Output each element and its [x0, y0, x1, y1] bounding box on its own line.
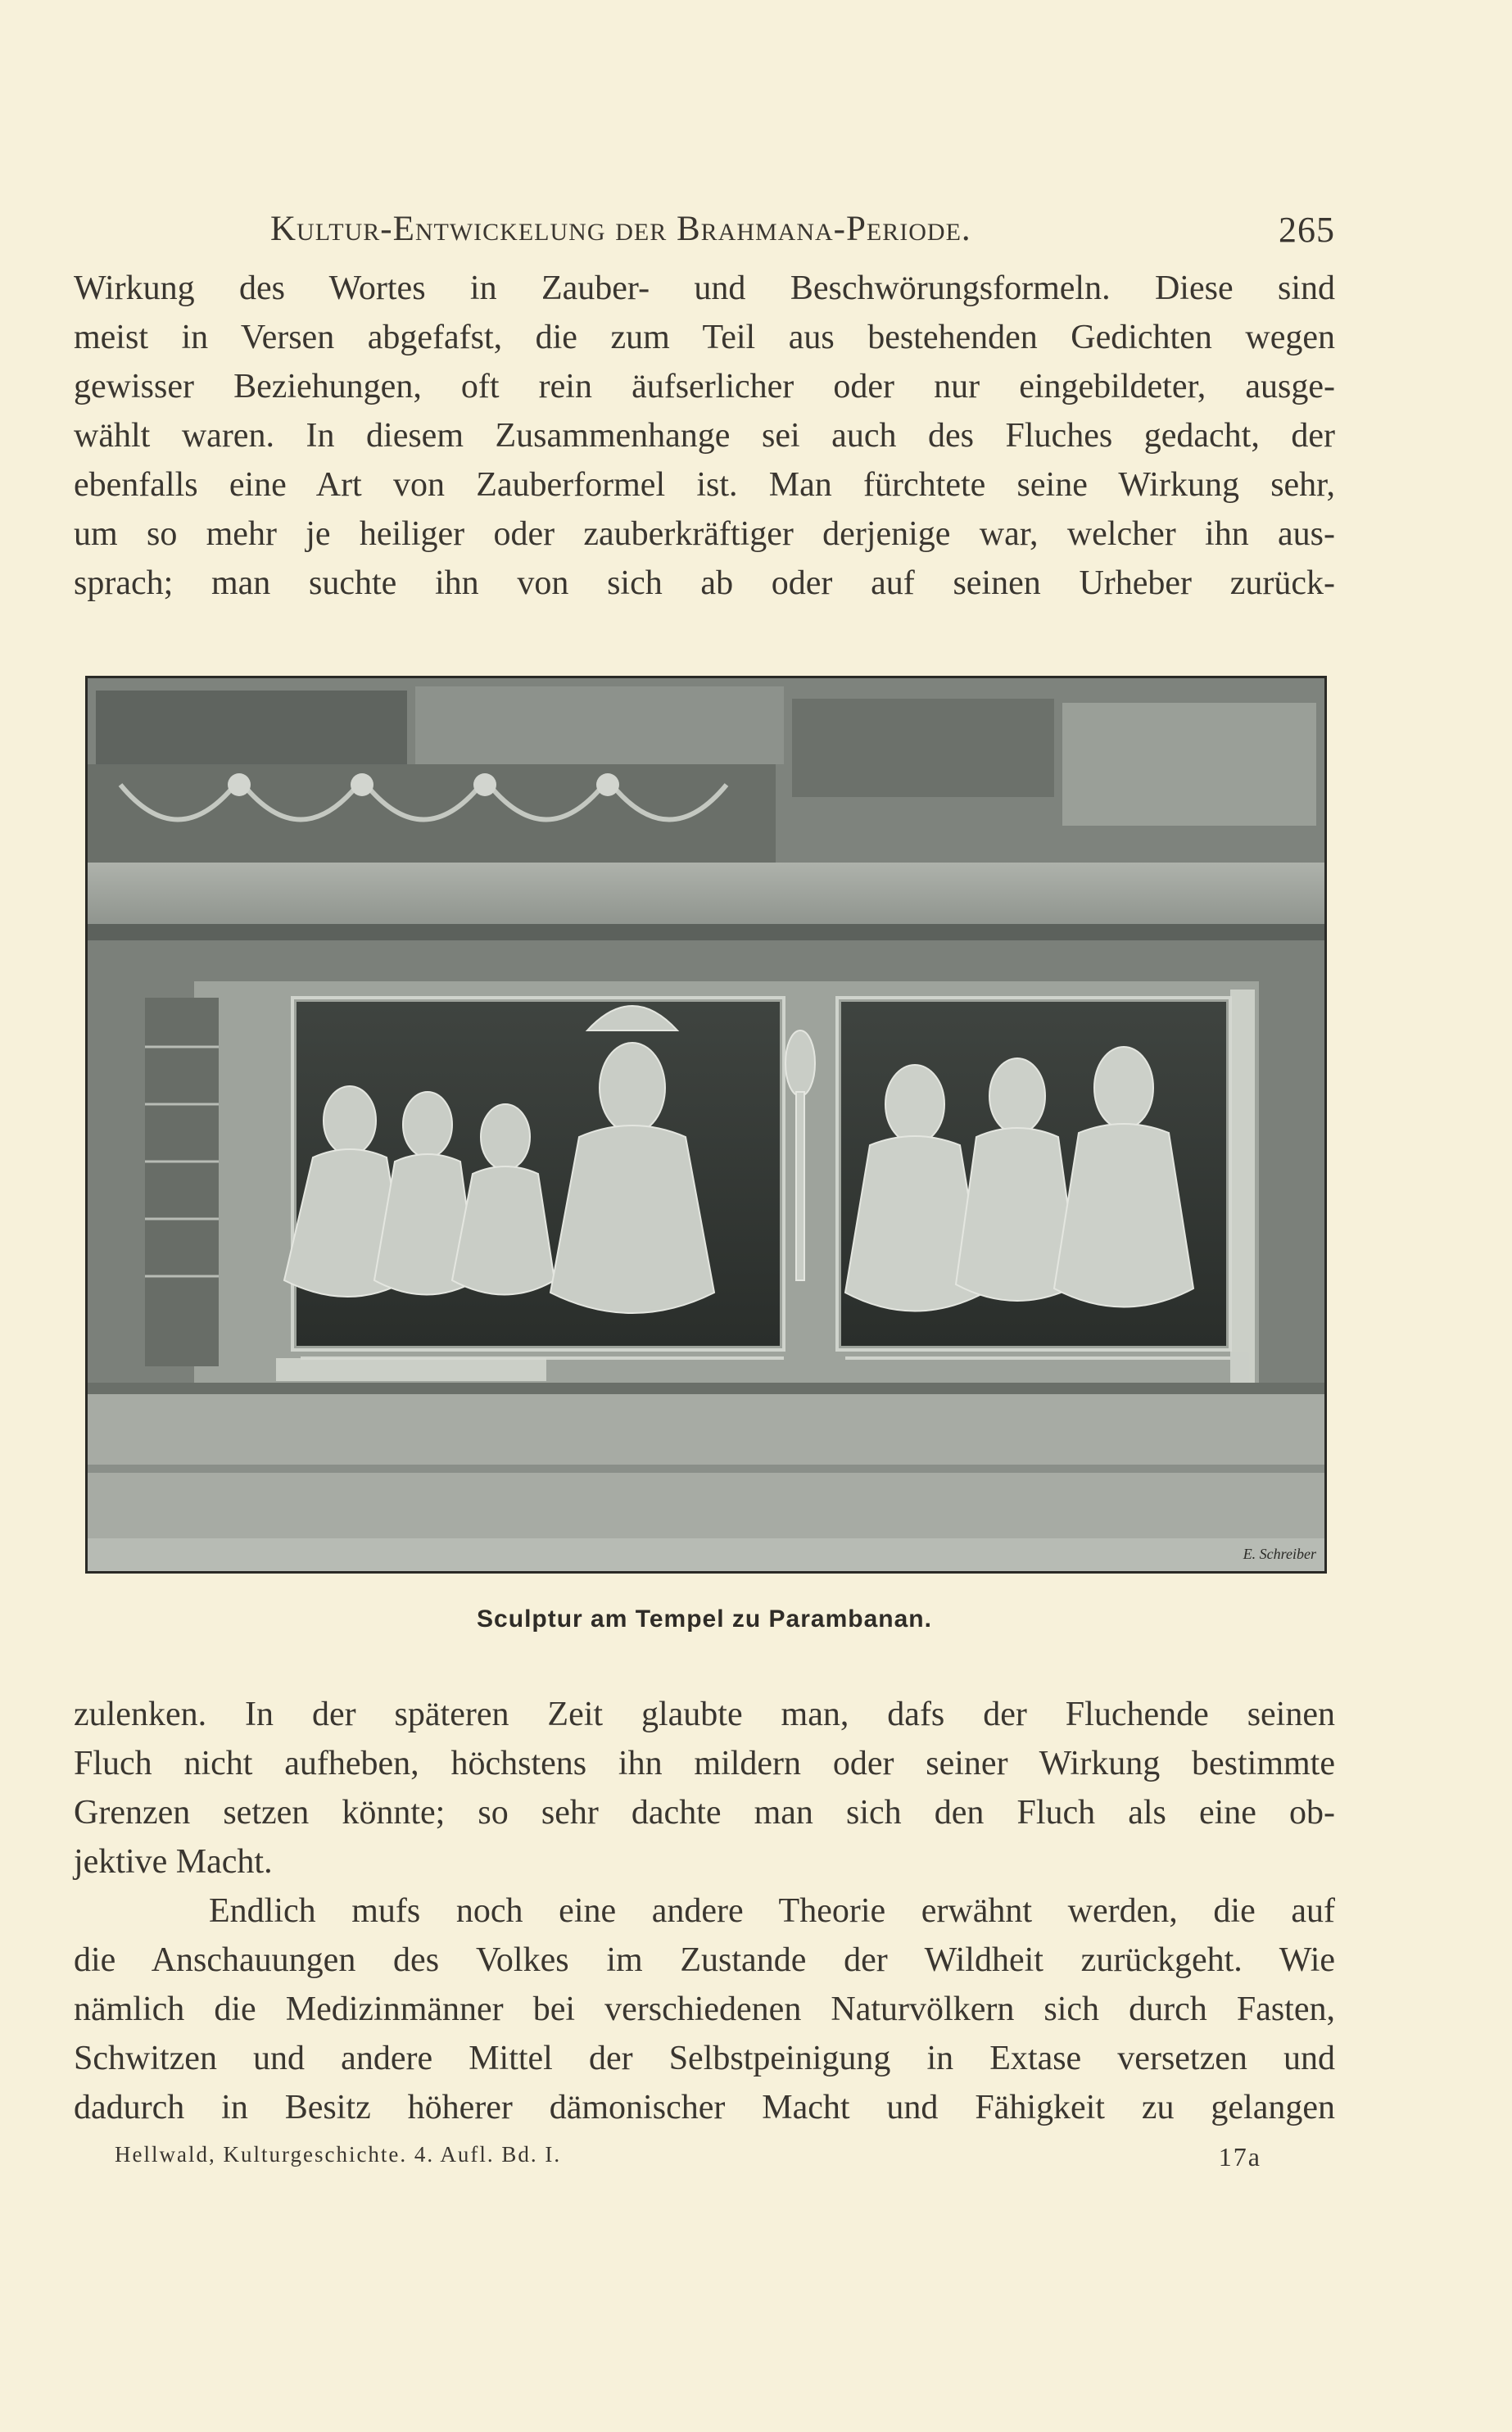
- text-line: Wirkung des Wortes in Zauber- und Beschwörungsformeln. Diese sind: [74, 269, 1335, 307]
- running-head: [74, 209, 1335, 258]
- text-line: gewisser Beziehungen, oft rein äufserlicher oder nur eingebildeter, ausge-: [74, 368, 1335, 405]
- text-line: wählt waren. In diesem Zusammenhange sei auch des Fluches gedacht, der: [74, 417, 1335, 455]
- text-line: Endlich mufs noch eine andere Theorie erwähnt werden, die auf: [209, 1892, 1335, 1930]
- artist-signature: E. Schreiber: [1243, 1546, 1316, 1562]
- signature-line: Hellwald, Kulturgeschichte. 4. Aufl. Bd. I.: [115, 2142, 562, 2167]
- sheet-signature: 17a: [1218, 2142, 1261, 2172]
- text-line: meist in Versen abgefafst, die zum Teil aus bestehenden Gedichten wegen: [74, 319, 1335, 356]
- text-line: Schwitzen und andere Mittel der Selbstpeinigung in Extase versetzen und: [74, 2040, 1335, 2077]
- figure-caption: Sculptur am Tempel zu Parambanan.: [477, 1605, 932, 1633]
- text-line: zulenken. In der späteren Zeit glaubte man, dafs der Fluchende seinen: [74, 1696, 1335, 1733]
- text-line: Grenzen setzen könnte; so sehr dachte man sich den Fluch als eine ob-: [74, 1794, 1335, 1832]
- text-line: um so mehr je heiliger oder zauberkräftiger derjenige war, welcher ihn aus-: [74, 515, 1335, 553]
- text-line: die Anschauungen des Volkes im Zustande der Wildheit zurückgeht. Wie: [74, 1941, 1335, 1979]
- chapter-title: Kultur-Entwickelung der Brahmana-Periode.: [270, 210, 971, 248]
- text-line: dadurch in Besitz höherer dämonischer Macht und Fähigkeit zu gelangen: [74, 2089, 1335, 2126]
- text-line: jektive Macht.: [74, 1843, 273, 1881]
- text-line: Fluch nicht aufheben, höchstens ihn mildern oder seiner Wirkung bestimmte: [74, 1745, 1335, 1782]
- text-line: nämlich die Medizinmänner bei verschiedenen Naturvölkern sich durch Fasten,: [74, 1990, 1335, 2028]
- text-line: ebenfalls eine Art von Zauberformel ist. Man fürchtete seine Wirkung sehr,: [74, 466, 1335, 504]
- text-line: sprach; man suchte ihn von sich ab oder auf seinen Urheber zurück-: [74, 564, 1335, 602]
- page-number: 265: [1279, 210, 1335, 250]
- relief-illustration: [88, 678, 1324, 1571]
- temple-relief-photograph: [85, 676, 1327, 1574]
- paragraph-top: [74, 264, 1335, 608]
- paragraph-bottom: [74, 1690, 1335, 2132]
